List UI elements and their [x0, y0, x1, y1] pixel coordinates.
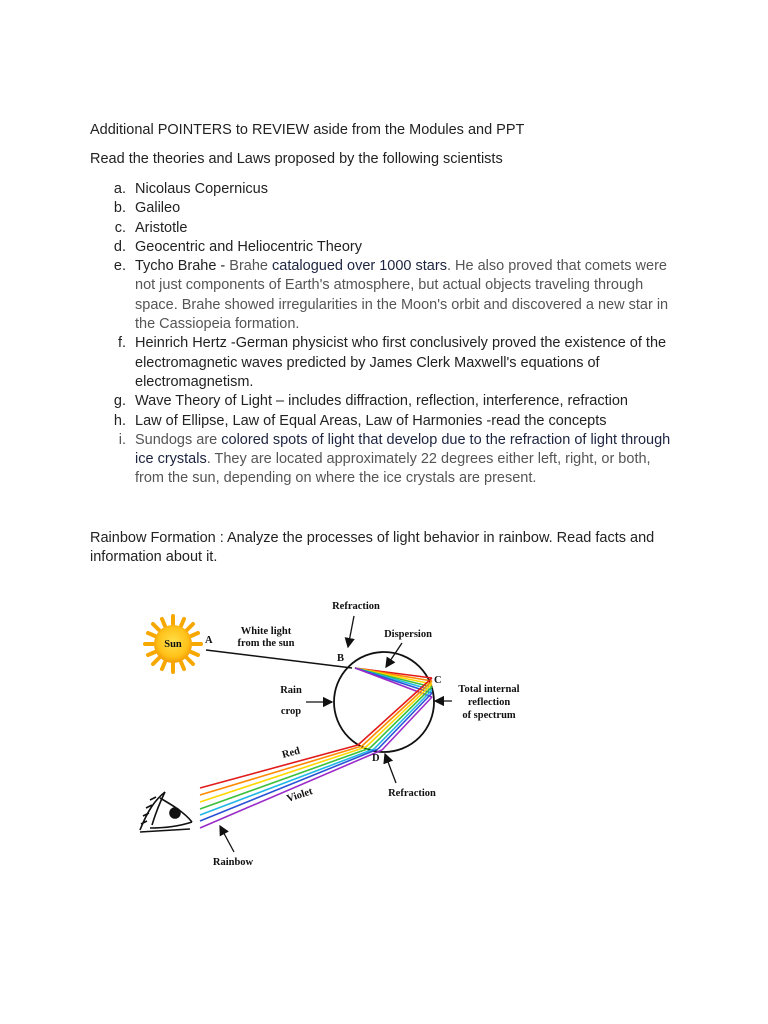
list-marker: a. [113, 181, 126, 197]
list-item [90, 431, 680, 489]
point-a-label: A [205, 635, 213, 646]
white-light-label-2: from the sun [237, 638, 295, 649]
refraction-bottom-label: Refraction [388, 788, 436, 799]
list-item-text: Nicolaus Copernicus [135, 181, 268, 197]
list-item [90, 412, 680, 431]
list-item-text: Aristotle [135, 219, 188, 236]
tir-label-3: of spectrum [462, 710, 516, 721]
highlighted-text: colored spots of light that develop due to the refraction of light through ice crystals [135, 431, 671, 468]
list-item-text [135, 257, 680, 334]
white-light-label-1: White light [240, 626, 292, 637]
list-item-grey: Sundogs are [135, 431, 222, 448]
point-c-label: C [434, 675, 442, 686]
dispersion-label: Dispersion [384, 629, 432, 640]
list-marker: f. [117, 335, 126, 352]
dispersion-rays [355, 668, 432, 750]
list-marker: d. [113, 238, 126, 255]
rainbow-intro: Rainbow Formation : Analyze the processes of light behavior in rainbow. Read facts and information about it. [90, 530, 655, 566]
rainbow-label: Rainbow [212, 857, 254, 868]
list-item-text [135, 431, 680, 489]
list-item [90, 180, 680, 199]
list-marker: g. [113, 393, 126, 410]
list-item-text: Wave Theory of Light – includes diffraction, reflection, interference, refraction [135, 393, 628, 410]
list-item [90, 219, 680, 238]
rainbow-diagram [0, 590, 768, 880]
refraction-top-arrow [348, 616, 354, 647]
tir-label-1: Total internal [458, 684, 520, 695]
tir-label-2: reflection [467, 697, 511, 708]
white-light-ray [206, 650, 352, 668]
eye-icon [140, 792, 192, 832]
list-item-grey: Brahe [229, 258, 268, 275]
pointers-list [90, 180, 680, 489]
list-marker: e. [113, 258, 126, 275]
list-item [90, 392, 680, 411]
violet-label: Violet [285, 786, 315, 805]
point-d-label: D [372, 753, 380, 764]
list-marker: b. [113, 200, 126, 217]
list-item-grey: . He also proved that comets were not just components of Earth's atmosphere, but actual objects traveling through space. Brahe showed irregularities in the Moon's orbit and discovered a new star in the Cassiopeia formation. [135, 258, 669, 333]
list-item [90, 334, 680, 392]
sun-label: Sun [164, 639, 182, 650]
list-item [90, 199, 680, 218]
list-item-lead: Tycho Brahe - [135, 258, 230, 275]
list-marker: h. [113, 412, 126, 429]
page-title: Additional POINTERS to REVIEW aside from the Modules and PPT [90, 122, 525, 138]
list-item [90, 238, 680, 257]
rainbow-arrow [220, 826, 234, 852]
highlighted-text: catalogued over 1000 stars [268, 258, 447, 275]
list-item-grey: . They are located approximately 22 degrees either left, right, or both, from the sun, depending on where the ice crystals are present. [135, 451, 651, 487]
list-item-text: Galileo [135, 200, 181, 217]
red-label: Red [280, 745, 302, 761]
point-b-label: B [337, 653, 345, 664]
raindrop-circle [334, 652, 434, 752]
list-item-text: Heinrich Hertz -German physicist who first conclusively proved the existence of the electromagnetic waves predicted by James Clerk Maxwell's equations of electromagnetism. [135, 335, 667, 390]
list-item-text: Law of Ellipse, Law of Equal Areas, Law of Harmonies -read the concepts [135, 412, 607, 429]
rain-drop-label-1: Rain [280, 685, 302, 696]
list-item [90, 257, 680, 334]
refraction-bottom-arrow [385, 754, 396, 783]
list-marker: i. [118, 431, 126, 448]
list-marker: c. [114, 219, 126, 236]
refraction-top-label: Refraction [332, 601, 380, 612]
list-item-text: Geocentric and Heliocentric Theory [135, 238, 363, 255]
rain-drop-label-2: crop [280, 706, 302, 717]
page-subtitle: Read the theories and Laws proposed by the following scientists [90, 151, 503, 167]
